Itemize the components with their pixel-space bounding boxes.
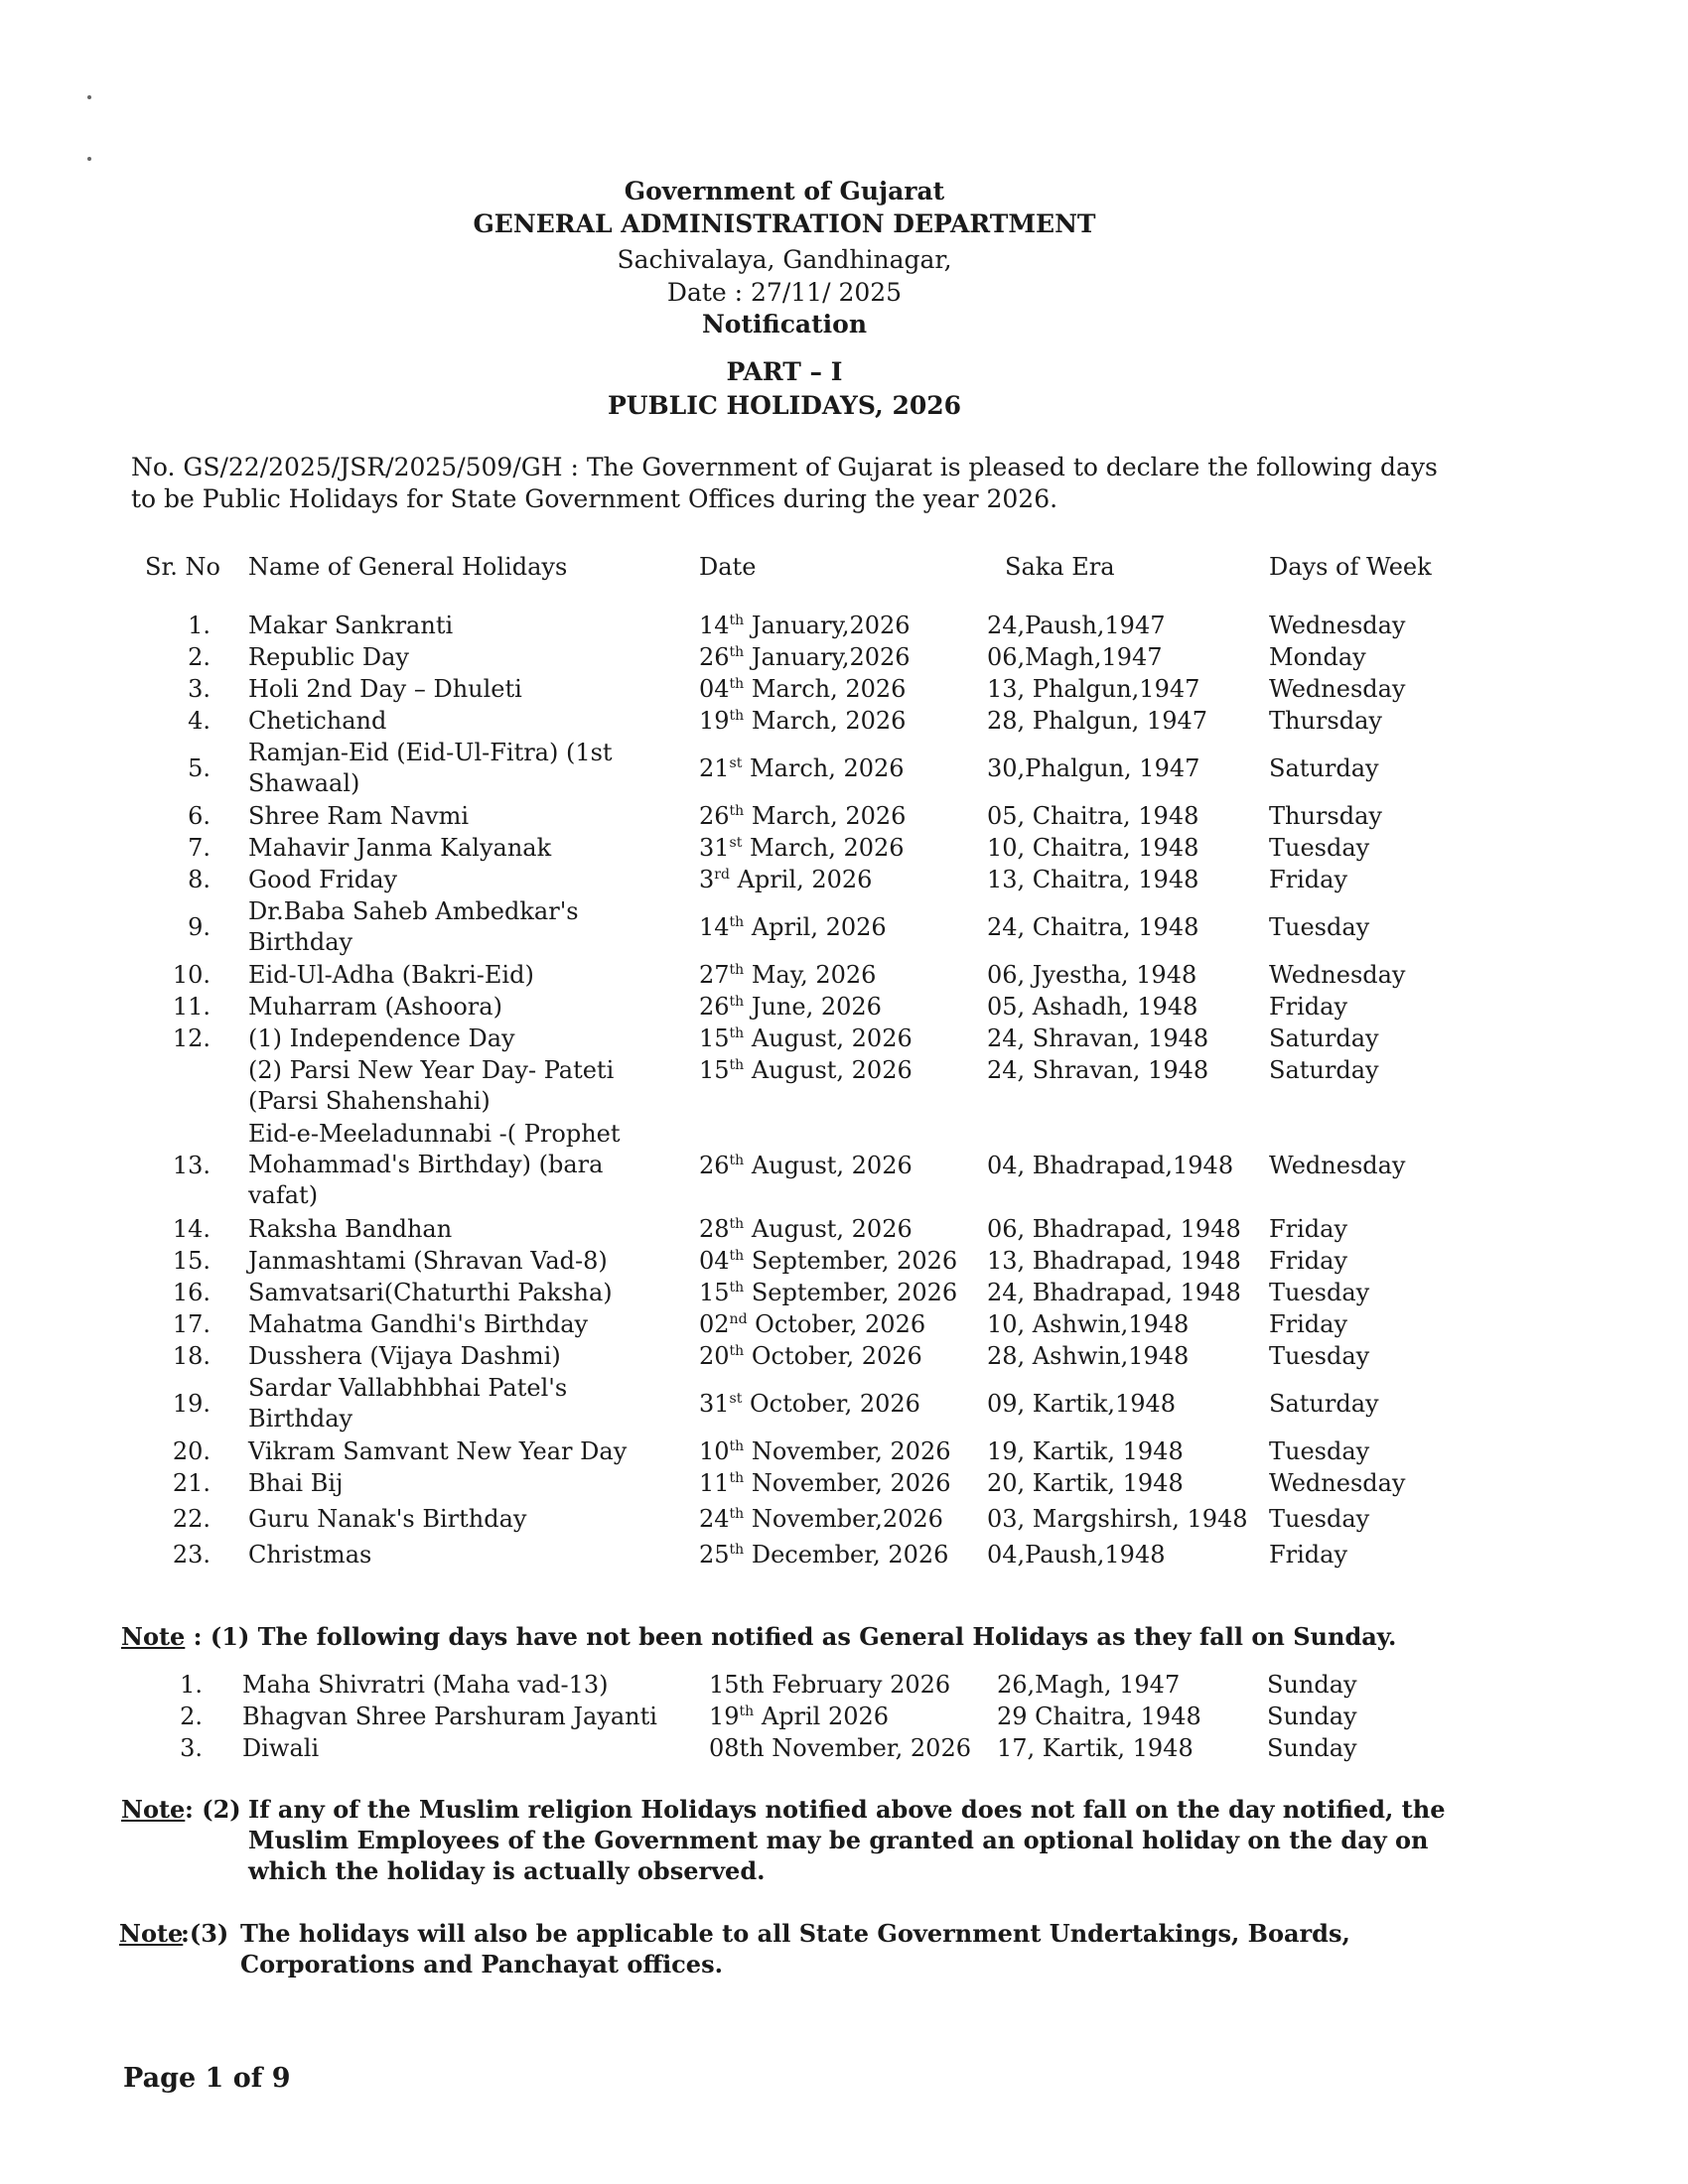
- date-day: 04: [699, 1247, 730, 1275]
- date-rest: October, 2026: [742, 1390, 920, 1418]
- holiday-date: [709, 1733, 971, 1764]
- holiday-date: [699, 1246, 957, 1277]
- saka-era: 26,Magh, 1947: [997, 1671, 1181, 1699]
- day-of-week: Wednesday: [1269, 675, 1406, 703]
- date-day: 14: [699, 612, 730, 639]
- date-rest: January,2026: [744, 643, 911, 671]
- holiday-name: Sardar Vallabhbhai Patel's Birthday: [248, 1374, 568, 1433]
- day-of-week: Wednesday: [1269, 1469, 1406, 1497]
- date-ordinal: th: [729, 1057, 745, 1073]
- date-rest: January,2026: [744, 612, 911, 639]
- note-2-text: If any of the Muslim religion Holidays notified above does not fall on the day notified, the Muslim Employees of the Government may be granted an optional holiday on the day on which the holiday is actually observed.: [248, 1795, 1446, 1885]
- row-number: 3.: [180, 1734, 203, 1762]
- date-day: 19: [699, 707, 730, 735]
- scan-speck: [87, 157, 91, 161]
- holiday-date: [699, 1540, 948, 1570]
- date-ordinal: th: [729, 914, 745, 930]
- date-ordinal: th: [729, 803, 745, 819]
- date-ordinal: th: [729, 962, 745, 978]
- row-number: 20.: [172, 1437, 211, 1465]
- header-address: Sachivalaya, Gandhinagar,: [617, 245, 952, 274]
- intro-paragraph: No. GS/22/2025/JSR/2025/509/GH : The Government of Gujarat is pleased to declare the following days to be Public Holidays for State Government Offices during the year 2026.: [131, 453, 1438, 513]
- day-of-week: Saturday: [1269, 754, 1379, 782]
- holiday-name: Bhai Bij: [248, 1469, 344, 1497]
- date-day: 3: [699, 866, 715, 893]
- day-of-week: Tuesday: [1269, 1437, 1370, 1465]
- date-ordinal: th: [729, 1470, 745, 1486]
- saka-era: 24, Shravan, 1948: [987, 1056, 1209, 1084]
- date-rest: May, 2026: [744, 961, 877, 989]
- holiday-date: [699, 865, 872, 895]
- day-of-week: Tuesday: [1269, 834, 1370, 862]
- date-rest: November, 2026: [744, 1469, 951, 1497]
- date-rest: September, 2026: [744, 1279, 958, 1306]
- saka-era: 28, Phalgun, 1947: [987, 707, 1207, 735]
- saka-era: 24,Paush,1947: [987, 612, 1166, 639]
- date-rest: August, 2026: [744, 1215, 913, 1243]
- saka-era: 09, Kartik,1948: [987, 1390, 1177, 1418]
- date-rest: August, 2026: [744, 1024, 913, 1052]
- day-of-week: Friday: [1269, 1215, 1348, 1243]
- date-ordinal: th: [729, 994, 745, 1010]
- row-number: 1.: [180, 1671, 203, 1699]
- date-day: 15: [699, 1056, 730, 1084]
- holiday-name: (2) Parsi New Year Day- Pateti (Parsi Shahenshahi): [248, 1056, 615, 1115]
- day-of-week: Saturday: [1269, 1024, 1379, 1052]
- date-day: 14: [699, 913, 730, 941]
- date-ordinal: st: [729, 835, 743, 851]
- col-header-saka-era: Saka Era: [1005, 553, 1115, 581]
- page-number: Page 1 of 9: [123, 2063, 291, 2094]
- day-of-week: Thursday: [1269, 707, 1382, 735]
- saka-era: 17, Kartik, 1948: [997, 1734, 1194, 1762]
- holiday-name: Maha Shivratri (Maha vad-13): [242, 1671, 609, 1699]
- date-ordinal: th: [729, 1280, 745, 1296]
- col-header-day-of-week: Days of Week: [1269, 553, 1432, 581]
- header-part: PART – I: [726, 357, 843, 386]
- date-day: 28: [699, 1215, 730, 1243]
- holiday-name: Holi 2nd Day – Dhuleti: [248, 675, 522, 703]
- day-of-week: Wednesday: [1269, 1152, 1406, 1179]
- day-of-week: Wednesday: [1269, 612, 1406, 639]
- header-department: GENERAL ADMINISTRATION DEPARTMENT: [473, 209, 1096, 238]
- note-2-prefix: : (2): [185, 1795, 241, 1824]
- holiday-date: [699, 912, 887, 943]
- day-of-week: Friday: [1269, 866, 1348, 893]
- day-of-week: Monday: [1269, 643, 1366, 671]
- date-rest: November,2026: [744, 1505, 943, 1533]
- date-day: 11: [699, 1469, 730, 1497]
- col-header-name: Name of General Holidays: [248, 553, 568, 581]
- date-rest: August, 2026: [744, 1056, 913, 1084]
- date-rest: August, 2026: [744, 1152, 913, 1179]
- row-number: 9.: [188, 913, 211, 941]
- row-number: 4.: [188, 707, 211, 735]
- date-day: 26: [699, 993, 730, 1021]
- date-day: 24: [699, 1505, 730, 1533]
- note-2-label-wrap: [121, 1794, 186, 1825]
- row-number: 12.: [172, 1024, 211, 1052]
- saka-era: 24, Shravan, 1948: [987, 1024, 1209, 1052]
- date-day: 15: [699, 1279, 730, 1306]
- note-3-label-wrap: [119, 1918, 183, 1949]
- saka-era: 13, Phalgun,1947: [987, 675, 1200, 703]
- holiday-name: Eid-Ul-Adha (Bakri-Eid): [248, 961, 534, 989]
- row-number: 19.: [172, 1390, 211, 1418]
- date-day: 31: [699, 1390, 730, 1418]
- date-ordinal: st: [729, 1391, 743, 1407]
- day-of-week: Sunday: [1267, 1671, 1357, 1699]
- saka-era: 24, Bhadrapad, 1948: [987, 1279, 1241, 1306]
- holiday-date: [699, 960, 876, 991]
- holiday-name: Good Friday: [248, 866, 398, 893]
- date-ordinal: th: [739, 1704, 755, 1719]
- holiday-name: Muharram (Ashoora): [248, 993, 502, 1021]
- date-ordinal: th: [729, 1343, 745, 1359]
- date-day: 25: [699, 1541, 730, 1569]
- holiday-name: Shree Ram Navmi: [248, 802, 470, 830]
- scan-speck: [87, 95, 91, 99]
- holiday-name: Diwali: [242, 1734, 320, 1762]
- date-ordinal: th: [729, 1506, 745, 1522]
- date-day: 31: [699, 834, 730, 862]
- page-title: PUBLIC HOLIDAYS, 2026: [607, 391, 962, 420]
- header-notification: Notification: [701, 310, 868, 339]
- date-day: 26: [699, 802, 730, 830]
- holiday-date: [699, 1436, 951, 1467]
- row-number: 11.: [172, 993, 211, 1021]
- saka-era: 13, Chaitra, 1948: [987, 866, 1199, 893]
- col-header-date: Date: [699, 553, 757, 581]
- row-number: 18.: [172, 1342, 211, 1370]
- holiday-name: Mahavir Janma Kalyanak: [248, 834, 552, 862]
- holiday-date: [699, 1389, 920, 1420]
- date-rest: March, 2026: [744, 802, 907, 830]
- holiday-date: [699, 833, 905, 864]
- date-day: 20: [699, 1342, 730, 1370]
- day-of-week: Friday: [1269, 1541, 1348, 1569]
- day-of-week: Friday: [1269, 993, 1348, 1021]
- date-ordinal: nd: [729, 1311, 748, 1327]
- row-number: 15.: [172, 1247, 211, 1275]
- saka-era: 24, Chaitra, 1948: [987, 913, 1199, 941]
- saka-era: 05, Ashadh, 1948: [987, 993, 1198, 1021]
- col-header-sr-no: Sr. No: [145, 553, 220, 581]
- holiday-name: Ramjan-Eid (Eid-Ul-Fitra) (1st Shawaal): [248, 739, 613, 797]
- row-number: 22.: [172, 1505, 211, 1533]
- holiday-date: [699, 642, 911, 673]
- note-3-label: Note: [119, 1919, 184, 1948]
- row-number: 8.: [188, 866, 211, 893]
- date-day: 08th November, 2026: [709, 1734, 971, 1762]
- day-of-week: Tuesday: [1269, 1342, 1370, 1370]
- date-ordinal: th: [729, 1438, 745, 1454]
- holiday-date: [699, 1055, 913, 1086]
- holiday-date: [699, 753, 905, 784]
- date-ordinal: th: [729, 1025, 745, 1041]
- row-number: 1.: [188, 612, 211, 639]
- note-1: [121, 1621, 1571, 1652]
- saka-era: 10, Ashwin,1948: [987, 1310, 1190, 1338]
- row-number: 21.: [172, 1469, 211, 1497]
- day-of-week: Saturday: [1269, 1390, 1379, 1418]
- date-ordinal: rd: [714, 867, 730, 883]
- date-ordinal: th: [729, 1248, 745, 1264]
- note-2-label: Note: [121, 1795, 186, 1824]
- holiday-name: Vikram Samvant New Year Day: [248, 1437, 628, 1465]
- date-day: 15th February 2026: [709, 1671, 951, 1699]
- row-number: 6.: [188, 802, 211, 830]
- date-rest: March, 2026: [742, 834, 905, 862]
- saka-era: 03, Margshirsh, 1948: [987, 1505, 1248, 1533]
- holiday-name: Bhagvan Shree Parshuram Jayanti: [242, 1703, 657, 1730]
- date-day: 21: [699, 754, 730, 782]
- row-number: 10.: [172, 961, 211, 989]
- date-day: 04: [699, 675, 730, 703]
- row-number: 2.: [188, 643, 211, 671]
- holiday-date: [699, 1214, 913, 1245]
- holiday-date: [709, 1702, 889, 1732]
- holiday-date: [699, 992, 882, 1023]
- row-number: 5.: [188, 754, 211, 782]
- date-rest: October, 2026: [744, 1342, 922, 1370]
- holiday-name: Makar Sankranti: [248, 612, 454, 639]
- date-ordinal: th: [729, 644, 745, 660]
- holiday-date: [699, 1278, 957, 1308]
- saka-era: 19, Kartik, 1948: [987, 1437, 1184, 1465]
- holiday-date: [699, 674, 906, 705]
- saka-era: 05, Chaitra, 1948: [987, 802, 1199, 830]
- date-day: 26: [699, 1152, 730, 1179]
- holiday-name: Christmas: [248, 1541, 372, 1569]
- date-day: 26: [699, 643, 730, 671]
- day-of-week: Sunday: [1267, 1703, 1357, 1730]
- saka-era: 10, Chaitra, 1948: [987, 834, 1199, 862]
- date-rest: December, 2026: [744, 1541, 949, 1569]
- header-date: Date : 27/11/ 2025: [666, 278, 903, 307]
- holiday-name: Republic Day: [248, 643, 409, 671]
- saka-era: 04, Bhadrapad,1948: [987, 1152, 1234, 1179]
- saka-era: 06, Jyestha, 1948: [987, 961, 1197, 989]
- date-rest: March, 2026: [744, 675, 907, 703]
- date-ordinal: th: [729, 613, 745, 628]
- day-of-week: Friday: [1269, 1310, 1348, 1338]
- date-rest: April, 2026: [744, 913, 887, 941]
- holiday-date: [699, 1504, 943, 1535]
- holiday-date: [699, 1468, 951, 1499]
- holiday-name: Samvatsari(Chaturthi Paksha): [248, 1279, 613, 1306]
- holiday-date: [699, 706, 906, 737]
- date-rest: March, 2026: [744, 707, 907, 735]
- note-3-text: The holidays will also be applicable to all State Government Undertakings, Boards, Corporations and Panchayat offices.: [240, 1919, 1350, 1979]
- note-3-prefix: :(3): [181, 1919, 229, 1948]
- day-of-week: Saturday: [1269, 1056, 1379, 1084]
- saka-era: 29 Chaitra, 1948: [997, 1703, 1201, 1730]
- note-1-text: : (1) The following days have not been notified as General Holidays as they fall on Sunday.: [185, 1622, 1397, 1651]
- holiday-date: [699, 611, 911, 641]
- date-rest: April, 2026: [729, 866, 873, 893]
- row-number: 3.: [188, 675, 211, 703]
- day-of-week: Wednesday: [1269, 961, 1406, 989]
- date-rest: March, 2026: [742, 754, 905, 782]
- day-of-week: Tuesday: [1269, 1279, 1370, 1306]
- date-rest: April 2026: [754, 1703, 890, 1730]
- day-of-week: Tuesday: [1269, 913, 1370, 941]
- date-ordinal: st: [729, 755, 743, 771]
- date-day: 27: [699, 961, 730, 989]
- holiday-name: Guru Nanak's Birthday: [248, 1505, 527, 1533]
- holiday-date: [699, 1309, 925, 1340]
- holiday-date: [709, 1670, 950, 1701]
- row-number: 7.: [188, 834, 211, 862]
- row-number: 13.: [172, 1152, 211, 1179]
- saka-era: 28, Ashwin,1948: [987, 1342, 1190, 1370]
- day-of-week: Friday: [1269, 1247, 1348, 1275]
- holiday-name: Dr.Baba Saheb Ambedkar's Birthday: [248, 897, 579, 956]
- holiday-name: Janmashtami (Shravan Vad-8): [248, 1247, 608, 1275]
- date-day: 19: [709, 1703, 740, 1730]
- saka-era: 06,Magh,1947: [987, 643, 1163, 671]
- holiday-date: [699, 801, 906, 832]
- date-rest: June, 2026: [744, 993, 882, 1021]
- holiday-name: Eid-e-Meeladunnabi -( Prophet Mohammad's Birthday) (bara vafat): [248, 1120, 621, 1209]
- saka-era: 06, Bhadrapad, 1948: [987, 1215, 1241, 1243]
- row-number: 14.: [172, 1215, 211, 1243]
- saka-era: 13, Bhadrapad, 1948: [987, 1247, 1241, 1275]
- holiday-name: Mahatma Gandhi's Birthday: [248, 1310, 589, 1338]
- holiday-date: [699, 1341, 922, 1372]
- row-number: 2.: [180, 1703, 203, 1730]
- day-of-week: Tuesday: [1269, 1505, 1370, 1533]
- date-ordinal: th: [729, 1216, 745, 1232]
- day-of-week: Thursday: [1269, 802, 1382, 830]
- row-number: 17.: [172, 1310, 211, 1338]
- date-rest: November, 2026: [744, 1437, 951, 1465]
- date-ordinal: th: [729, 1542, 745, 1558]
- holiday-name: Dusshera (Vijaya Dashmi): [248, 1342, 561, 1370]
- date-ordinal: th: [729, 708, 745, 724]
- holiday-name: Raksha Bandhan: [248, 1215, 453, 1243]
- note-1-label: Note: [121, 1622, 186, 1651]
- holiday-date: [699, 1024, 913, 1054]
- date-ordinal: th: [729, 1153, 745, 1168]
- date-day: 02: [699, 1310, 730, 1338]
- day-of-week: Sunday: [1267, 1734, 1357, 1762]
- holiday-name: (1) Independence Day: [248, 1024, 515, 1052]
- saka-era: 04,Paush,1948: [987, 1541, 1166, 1569]
- header-government: Government of Gujarat: [624, 177, 945, 205]
- date-day: 10: [699, 1437, 730, 1465]
- row-number: 23.: [172, 1541, 211, 1569]
- row-number: 16.: [172, 1279, 211, 1306]
- holiday-name: Chetichand: [248, 707, 387, 735]
- date-ordinal: th: [729, 676, 745, 692]
- date-rest: October, 2026: [747, 1310, 926, 1338]
- date-rest: September, 2026: [744, 1247, 958, 1275]
- saka-era: 20, Kartik, 1948: [987, 1469, 1184, 1497]
- saka-era: 30,Phalgun, 1947: [987, 754, 1200, 782]
- holiday-date: [699, 1151, 913, 1181]
- date-day: 15: [699, 1024, 730, 1052]
